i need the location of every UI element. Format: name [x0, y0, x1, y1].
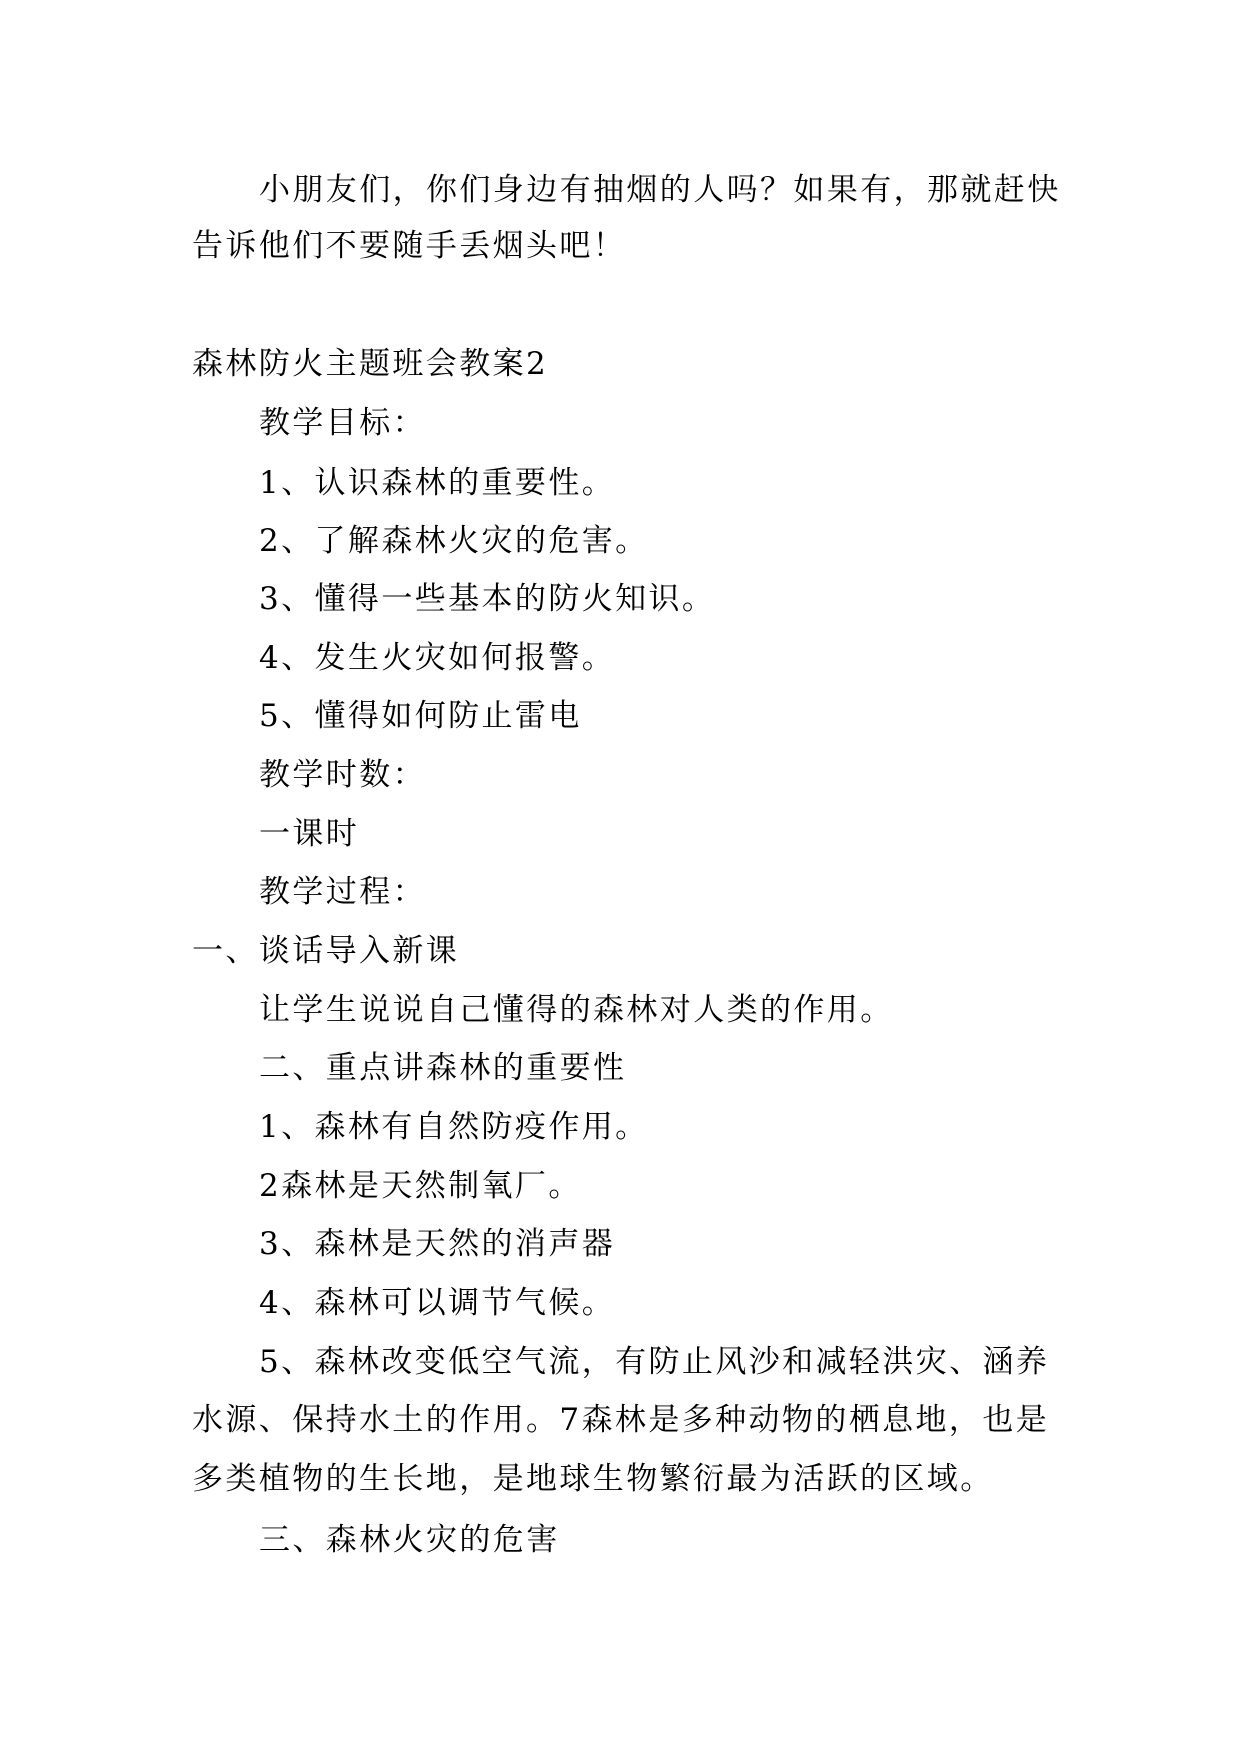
step2-point: 1、森林有自然防疫作用。 [259, 1109, 649, 1145]
objective-item: 1、认识森林的重要性。 [259, 465, 616, 501]
hours-value: 一课时 [259, 816, 360, 852]
objective-item: 5、懂得如何防止雷电 [259, 698, 582, 734]
section-title: 森林防火主题班会教案2 [192, 346, 549, 382]
process-heading: 教学过程： [259, 874, 426, 910]
objective-item: 3、懂得一些基本的防火知识。 [259, 581, 716, 617]
step2-point: 4、森林可以调节气候。 [259, 1285, 616, 1321]
step3-heading: 三、森林火灾的危害 [259, 1522, 560, 1558]
step1-heading: 一、谈话导入新课 [192, 933, 460, 969]
step1-text: 让学生说说自己懂得的森林对人类的作用。 [259, 992, 894, 1028]
objective-item: 4、发生火灾如何报警。 [259, 640, 616, 676]
step2-point: 3、森林是天然的消声器 [259, 1226, 616, 1262]
step2-point: 2森林是天然制氧厂。 [259, 1168, 582, 1204]
objectives-heading: 教学目标： [259, 405, 426, 441]
objective-item: 2、了解森林火灾的危害。 [259, 523, 649, 559]
step2-point5-line: 水源、保持水土的作用。7森林是多种动物的栖息地，也是 [192, 1402, 1050, 1438]
intro-paragraph-line: 告诉他们不要随手丢烟头吧！ [192, 228, 627, 264]
hours-heading: 教学时数： [259, 757, 426, 793]
step2-point5-line: 多类植物的生长地，是地球生物繁衍最为活跃的区域。 [192, 1461, 994, 1497]
intro-paragraph-line: 小朋友们，你们身边有抽烟的人吗？如果有，那就赶快 [259, 172, 1061, 208]
step2-point5-line: 5、森林改变低空气流，有防止风沙和减轻洪灾、涵养 [259, 1344, 1050, 1380]
step2-heading: 二、重点讲森林的重要性 [259, 1050, 627, 1086]
